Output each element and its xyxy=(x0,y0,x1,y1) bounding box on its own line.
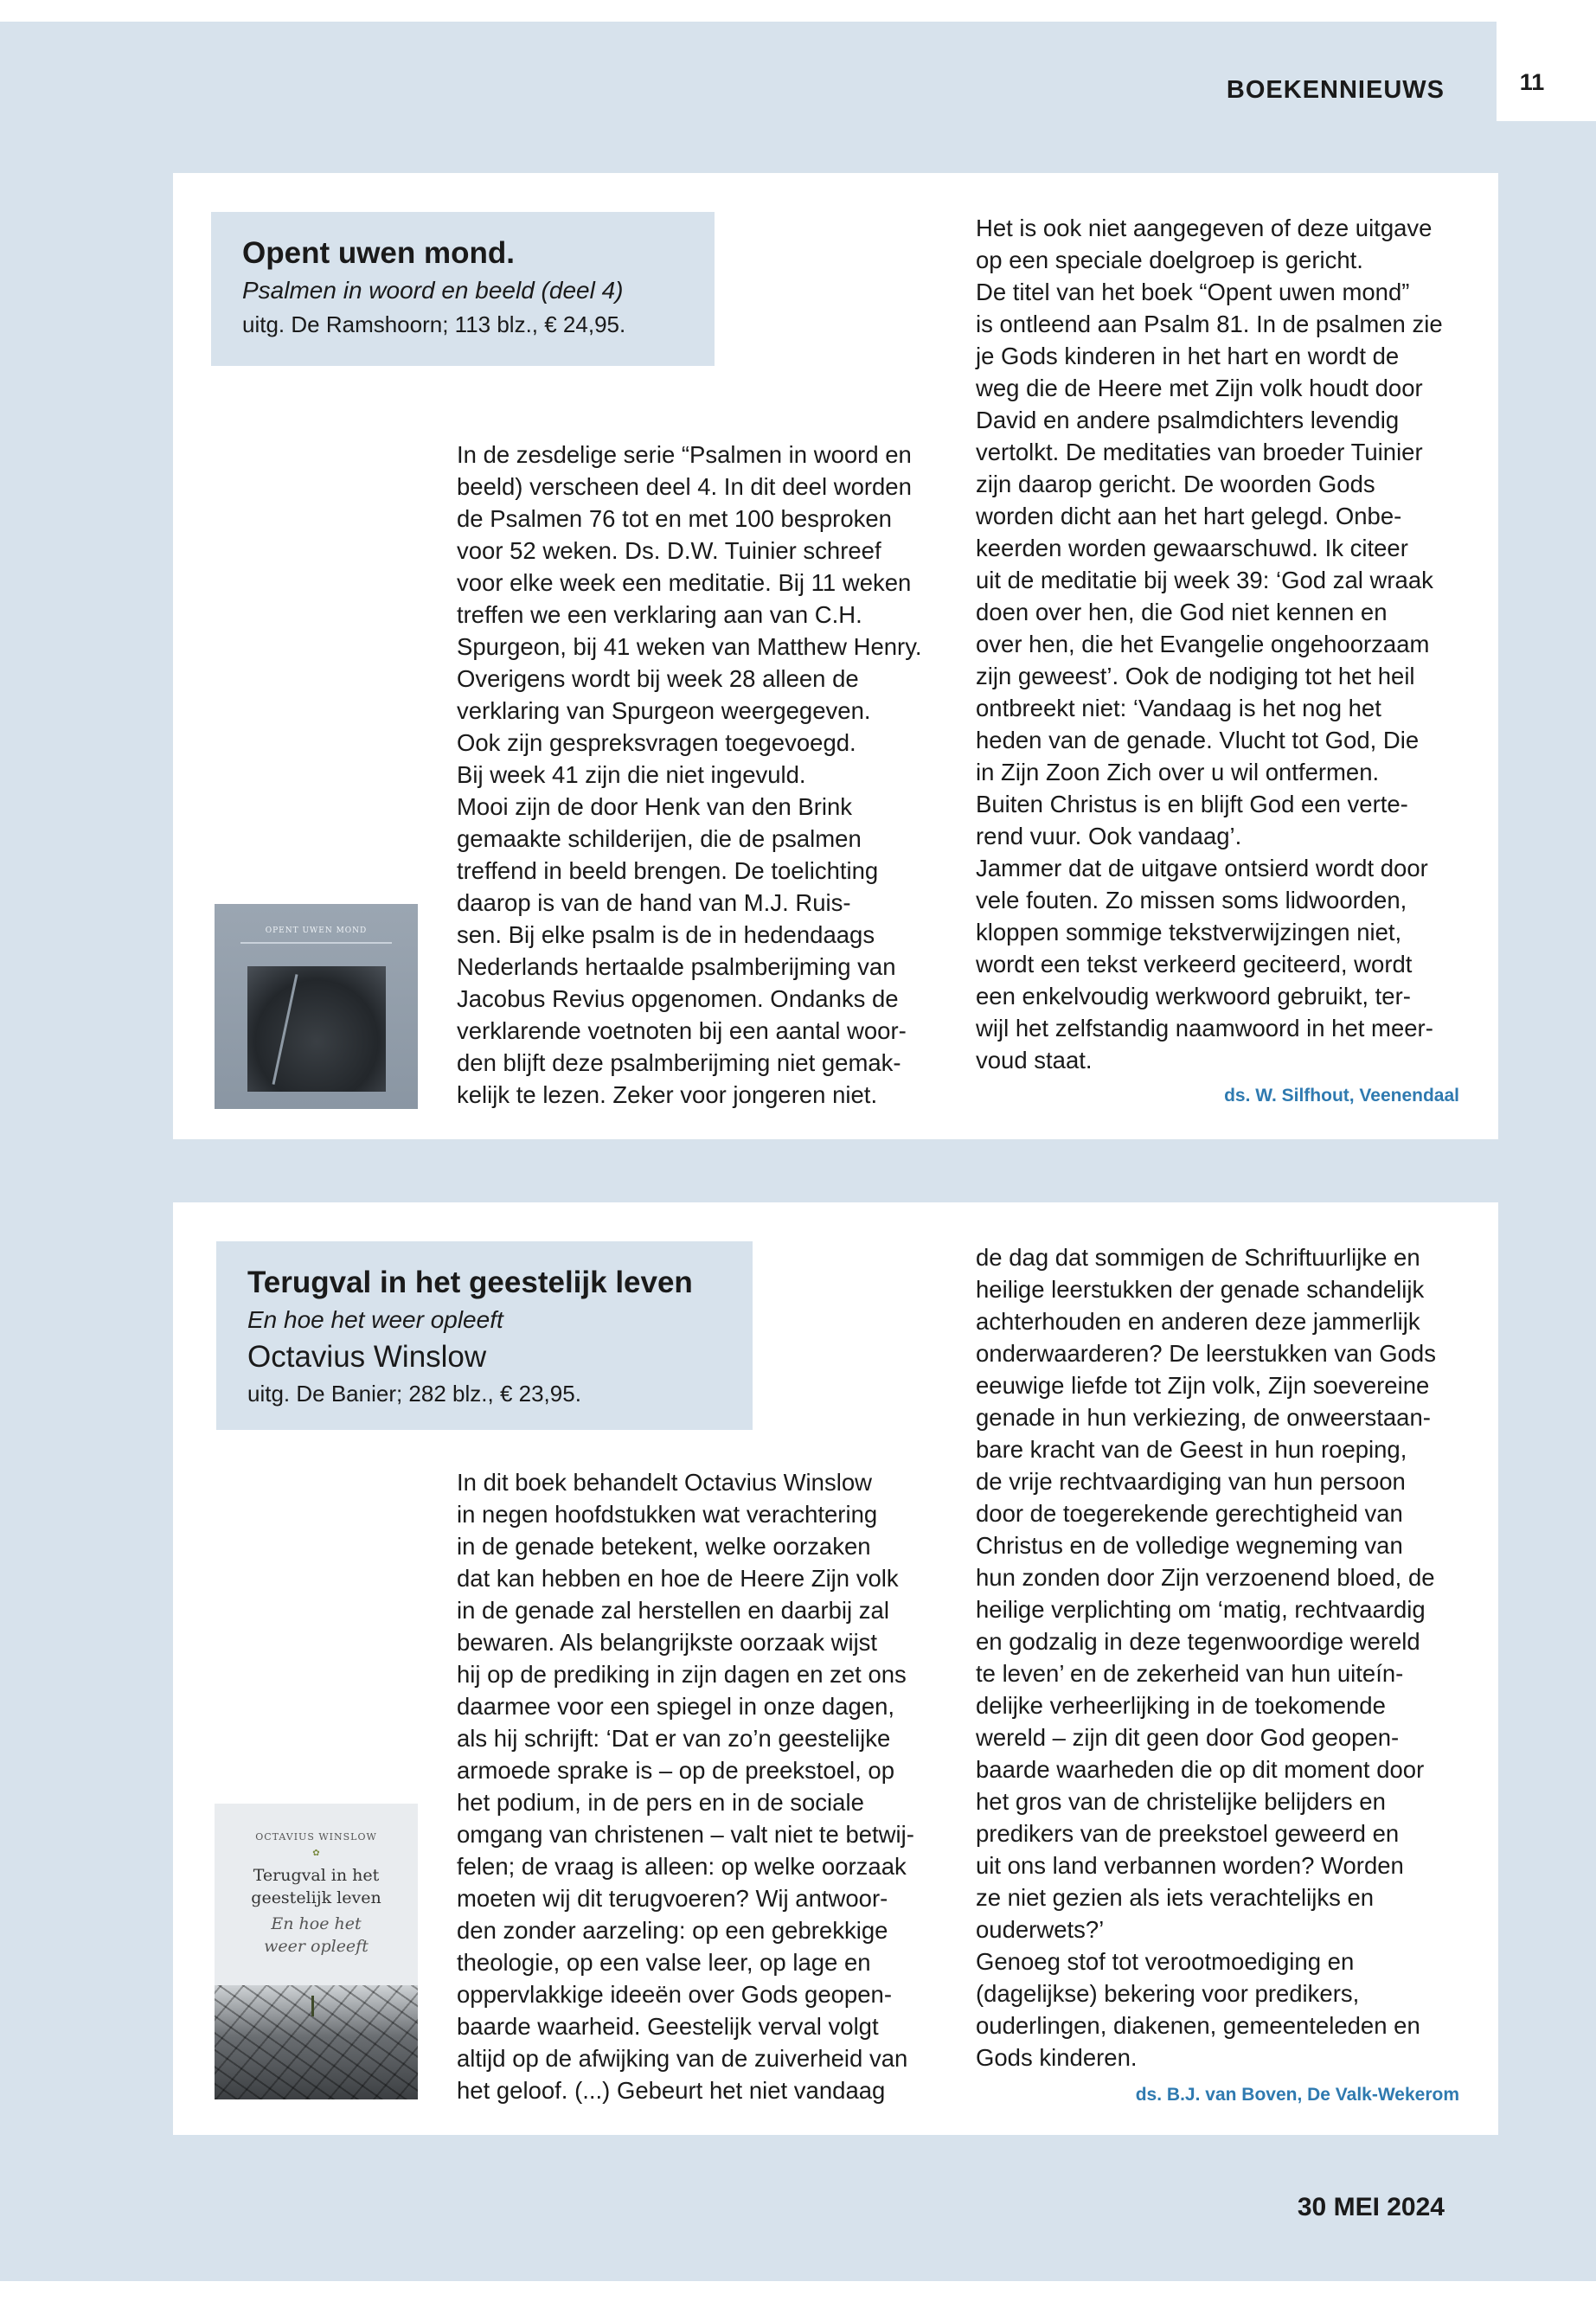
section-title: BOEKENNIEUWS xyxy=(1226,76,1445,104)
reviewer-signature: ds. B.J. van Boven, De Valk-Wekerom xyxy=(1135,2085,1459,2105)
cover-author: OCTAVIUS WINSLOW xyxy=(255,1831,377,1843)
book-publisher: uitg. De Ramshoorn; 113 blz., € 24,95. xyxy=(242,311,626,337)
cover-sprout xyxy=(311,1996,314,2016)
review-card-2 xyxy=(173,1202,1498,2135)
book-info-box xyxy=(216,1241,753,1430)
book-cover-image xyxy=(215,1804,418,2099)
cover-title: OPENT UWEN MOND xyxy=(265,926,368,935)
book-subtitle: En hoe het weer opleeft xyxy=(247,1306,503,1334)
review-text-right: Het is ook niet aangegeven of deze uitgave op een speciale doelgroep is gericht. De titel van het boek “Opent uwen mond” is ontleend aan Psalm 81. In de psalmen zie je Gods kinderen in het hart en wordt de weg die de Heere met Zijn volk houdt door David en andere psalmdichters levendig vertolkt. De meditaties van broeder Tuinier zijn daarop gericht. De woorden Gods worden dicht aan het hart gelegd. Onbe- keerden worden gewaarschuwd. Ik citeer uit de meditatie bij week 39: ‘God zal wraak doen over hen, die God niet kennen en over hen, die het Evangelie ongehoorzaam zijn geweest’. Ook de nodiging tot het heil ontbreekt niet: ‘Vandaag is het nog het heden van de genade. Vlucht tot God, Die in Zijn Zoon Zich over u wil ontfermen. Buiten Christus is en blijft God een verte- rend vuur. Ook vandaag’. Jammer dat de uitgave ontsierd wordt door vele fouten. Zo missen soms lidwoorden, kloppen sommige tekstverwijzingen niet, wordt een tekst verkeerd geciteerd, wordt een enkelvoudig werkwoord gebruikt, ter- wijl het zelfstandig naamwoord in het meer- voud staat. xyxy=(976,215,1443,1074)
review-text-right: de dag dat sommigen de Schriftuurlijke en heilige leerstukken der genade schandelijk achterhouden en anderen deze jammerlijk onderwaarderen? De leerstukken van Gods eeuwige liefde tot Zijn volk, Zijn soevereine genade in hun verkiezing, de onweerstaan- bare kracht van de Geest in hun roeping, de vrije rechtvaardiging van hun persoon door de toegerekende gerechtigheid van Christus en de volledige wegneming van hun zonden door Zijn verzoenend bloed, de heilige verplichting om ‘matig, rechtvaardig en godzalig in deze tegenwoordige wereld te leven’ en de zekerheid van hun uiteín- delijke verheerlijking in de toekomende wereld – zijn dit geen door God geopen- baarde waarheden die op dit moment door het gros van de christelijke belijders en predikers van de preekstoel geweerd en uit ons land verbannen worden? Worden ze niet gezien als iets verachtelijks en ouderwets?’ Genoeg stof tot verootmoediging en (dagelijkse) bekering voor predikers, ouderlingen, diakenen, gemeenteleden en Gods kinderen. xyxy=(976,1244,1436,2071)
reviewer-signature: ds. W. Silfhout, Veenendaal xyxy=(1224,1086,1459,1106)
review-text-left: In dit boek behandelt Octavius Winslow in negen hoofdstukken wat verachtering in de genade betekent, welke oorzaken dat kan hebben en hoe de Heere Zijn volk in de genade zal herstellen en daarbij zal bewaren. Als belangrijkste oorzaak wijst hij op de prediking in zijn dagen en zet ons daarmee voor een spiegel in onze dagen, als hij schrijft: ‘Dat er van zo’n geestelijke armoede sprake is – op de preekstoel, op het podium, in de pers en in de sociale omgang van christenen – valt niet te betwij- felen; de vraag is alleen: op welke oorzaak moeten wij dit terugvoeren? Wij antwoor- den zonder aarzeling: op een gebrekkige theologie, op een valse leer, op lage en oppervlakkige ideeën over Gods geopen- baarde waarheid. Geestelijk verval volgt altijd op de afwijking van de zuiverheid van het geloof. (...) Gebeurt het niet vandaag xyxy=(457,1469,914,2104)
cover-ornament: ✿ xyxy=(312,1849,320,1858)
cover-cracked-earth xyxy=(215,1985,418,2099)
book-publisher: uitg. De Banier; 282 blz., € 23,95. xyxy=(247,1381,581,1407)
cover-painting xyxy=(247,966,386,1092)
cover-subtitle: En hoe het weer opleeft xyxy=(264,1914,369,1956)
review-text-left: In de zesdelige serie “Psalmen in woord en beeld) verscheen deel 4. In dit deel worden de Psalmen 76 tot en met 100 besproken voor 52 weken. Ds. D.W. Tuinier schreef voor elke week een meditatie. Bij 11 weken treffen we een verklaring aan van C.H. Spurgeon, bij 41 weken van Matthew Henry. Overigens wordt bij week 28 alleen de verklaring van Spurgeon weergegeven. Ook zijn gespreksvragen toegevoegd. Bij week 41 zijn die niet ingevuld. Mooi zijn de door Henk van den Brink gemaakte schilderijen, die de psalmen treffend in beeld brengen. De toelichting daarop is van de hand van M.J. Ruis- sen. Bij elke psalm is de in hedendaags Nederlands hertaalde psalmberijming van Jacobus Revius opgenomen. Ondanks de verklarende voetnoten bij een aantal woor- den blijft deze psalmberijming niet gemak- kelijk te lezen. Zeker voor jongeren niet. xyxy=(457,441,922,1108)
book-info-box xyxy=(211,212,715,366)
page-number: 11 xyxy=(1519,69,1545,95)
book-title: Opent uwen mond. xyxy=(242,236,515,270)
book-title: Terugval in het geestelijk leven xyxy=(247,1266,693,1299)
book-cover-image xyxy=(215,904,418,1109)
issue-date: 30 MEI 2024 xyxy=(1297,2193,1445,2221)
book-subtitle: Psalmen in woord en beeld (deel 4) xyxy=(242,277,624,304)
cover-rule xyxy=(240,942,392,944)
book-author: Octavius Winslow xyxy=(247,1339,487,1374)
cover-title: Terugval in het geestelijk leven xyxy=(251,1866,381,1907)
review-card-1 xyxy=(173,173,1498,1139)
